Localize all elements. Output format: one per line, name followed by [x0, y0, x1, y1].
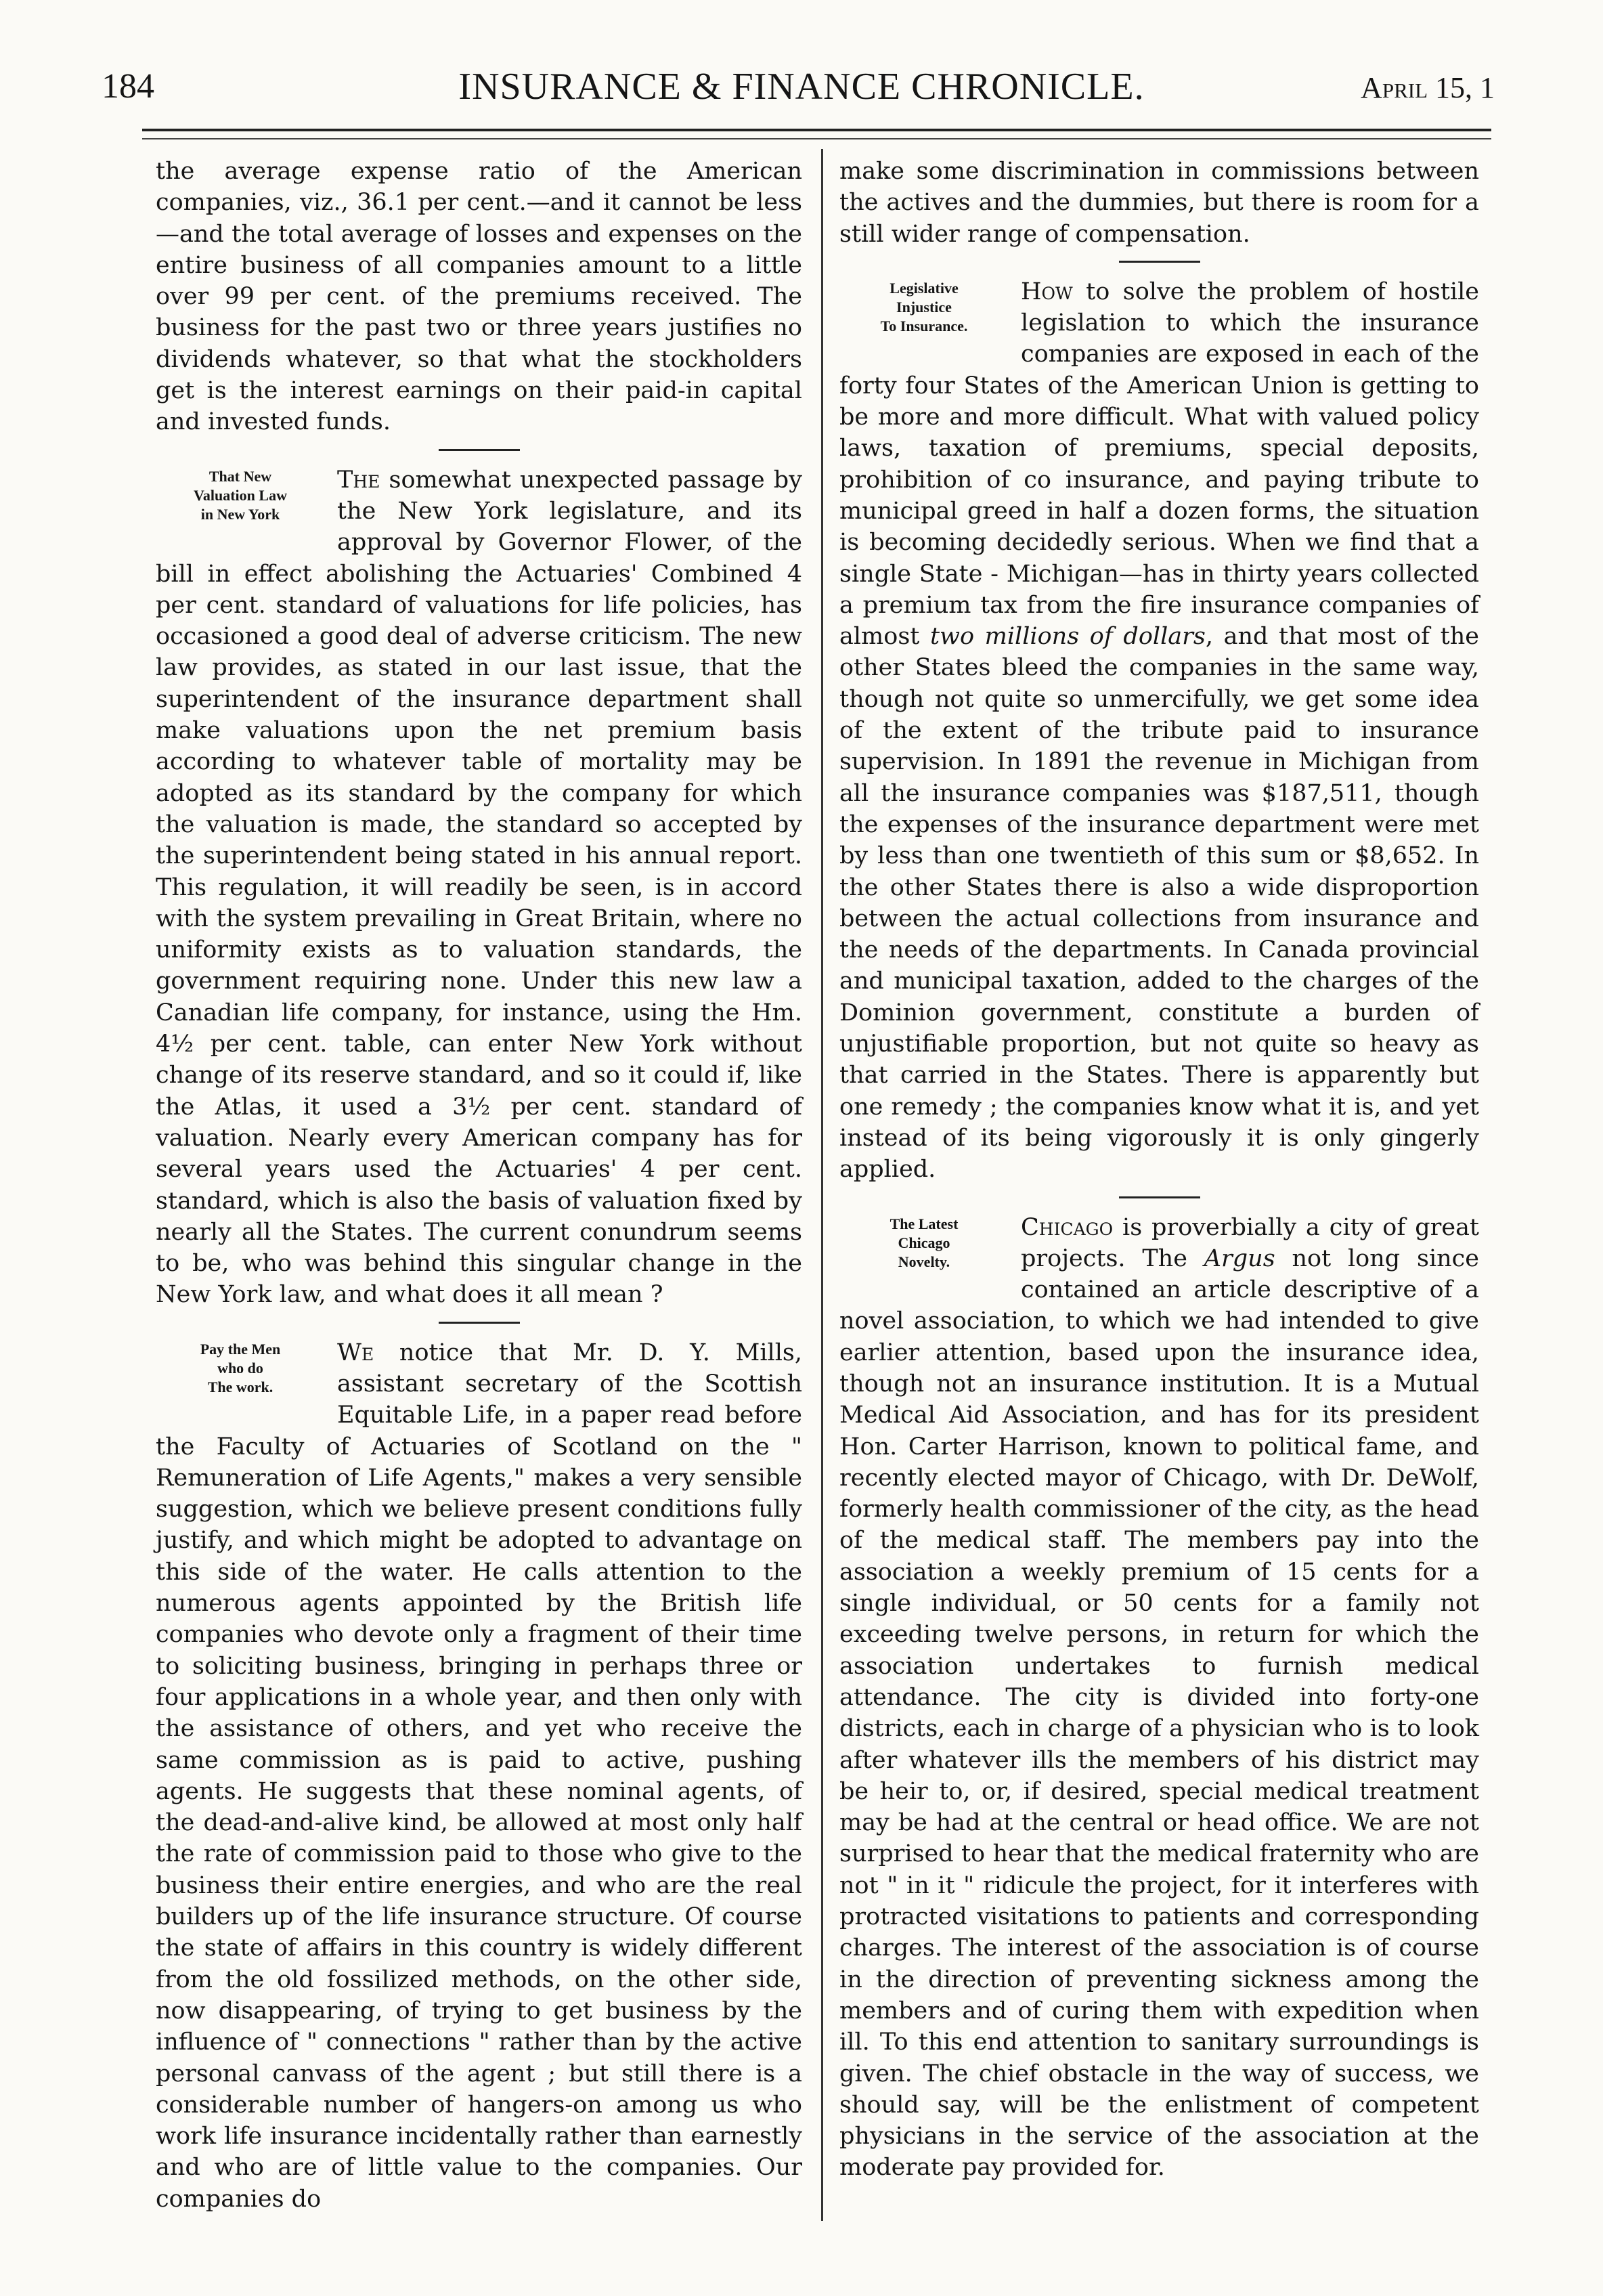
sidenote-valuation-law [156, 467, 325, 524]
emphasized-text: two millions of dollars [929, 623, 1206, 651]
sidenote-line: Injustice [896, 298, 952, 316]
sidenote-pay-the-men [156, 1340, 325, 1397]
sidenote-line: The Latest [890, 1215, 959, 1232]
section-divider [439, 1322, 520, 1324]
lead-word: How [1021, 278, 1073, 305]
article-text: notice that Mr. D. Y. Mills, assistant secretary of the Scottish Equitable Life, in a paper read before the Faculty of Actuaries of Scotland on the " Remuneration of Life Agents," makes a very sensible suggestion, which we believe present conditions fully justify, and which might be adopted to advantage on this side of the water. He calls attention to the numerous agents appointed by the British life companies who devote only a fragment of their time to soliciting business, bringing in perhaps three or four applications in a whole year, and then only with the assistance of others, and yet who receive the same commission as is paid to active, pushing agents. He suggests that these nominal agents, of the dead-and-alive kind, be allowed at most only half the rate of commission paid to those who give to the business their entire energies, and who are the real builders up of the life insurance structure. Of course the state of affairs in this country is widely different from the old fossilized methods, on the other side, now disappearing, of trying to get business by the influence of " connections " rather than by the active personal canvass of the agent ; but still there is a considerable number of hangers-on among us who work life insurance incidentally rather than earnestly and who are of little value to the companies. Our companies do [156, 1339, 802, 2213]
sidenote-line: who do [217, 1359, 263, 1377]
left-intro-paragraph: the average expense ratio of the American companies, viz., 36.1 per cent.—and it cannot be less—and the total average of losses and expenses on the entire business of all companies amount to a little over 99 per cent. of the premiums received. The business for the past two or three years justifies no dividends whatever, so that what the stockholders get is the interest earnings on their paid-in capital and invested funds. [156, 158, 802, 436]
page-title: INSURANCE & FINANCE CHRONICLE. [458, 66, 1145, 108]
sidenote-line: That New [208, 467, 272, 485]
sidenote-line: Valuation Law [194, 486, 287, 504]
article-paragraph [156, 464, 802, 1311]
article-legislative-injustice [839, 276, 1479, 1186]
article-text: to solve the problem of hostile legislation to which the insurance companies are exposed in each of the forty four States of the American Union is getting to be more and more difficult. What with valued policy laws, taxation of premiums, special deposits, prohibition of co insurance, and paying tribute to municipal greed in half a dozen forms, the situation is becoming decidedly serious. When we find that a single State - Michigan—has in thirty years collected a premium tax from the fire insurance companies of almost [839, 278, 1479, 651]
left-column [156, 156, 802, 2215]
section-divider [439, 449, 520, 451]
article-paragraph [156, 1337, 802, 2215]
article-text: , and that most of the other States bleed the companies in the same way, though not quite so unmercifully, we get some idea of the extent of the tribute paid to insurance supervision. In 1891 the revenue in Michigan from all the insurance companies was $187,511, though the expenses of the insurance department were met by less than one twentieth of this sum or $8,652. In the other States there is also a wide disproportion between the actual collections from insurance and the needs of the departments. In Canada provincial and municipal taxation, added to the charges of the Dominion government, constitute a burden of unjustifiable proportion, but not quite so heavy as that carried in the States. There is apparently but one remedy ; the companies know what it is, and yet instead of its being vigorously it is only gingerly applied. [839, 623, 1479, 1184]
page-number: 184 [102, 67, 154, 106]
article-pay-the-men [156, 1337, 802, 2215]
right-intro-paragraph: make some discrimination in commissions between the actives and the dummies, but there is room for a still wider range of compensation. [839, 158, 1479, 248]
sidenote-line: in New York [200, 505, 280, 523]
sidenote-line: The work. [207, 1378, 273, 1395]
sidenote-chicago-novelty [839, 1215, 1009, 1272]
lead-word: We [337, 1339, 374, 1366]
article-chicago-novelty [839, 1212, 1479, 2184]
sidenote-line: Chicago [898, 1234, 950, 1251]
article-paragraph [839, 1212, 1479, 2184]
article-text: not long since contained an article descriptive of a novel association, to which we had intended to give earlier attention, based upon the insurance idea, though not an insurance institution. It is a Mutual Medical Aid Association, and has for its president Hon. Carter Harrison, known to political fame, and recently elected mayor of Chicago, with Dr. DeWolf, formerly health commissioner of the city, as the head of the medical staff. The members pay into the association a weekly premium of 15 cents for a single individual, or 50 cents for a family not exceeding twelve persons, in return for which the association undertakes to furnish medical attendance. The city is divided into forty-one districts, each in charge of a physician who is to look after whatever ills the members of his district may be heir to, or, if desired, special medical treatment may be had at the central or head office. We are not surprised to hear that the medical fraternity who are not " in it " ridicule the project, for it interferes with protracted visitations to patients and corresponding charges. The interest of the association is of course in the direction of preventing sickness among the members and of curing them with expedition when ill. To this end attention to sanitary surroundings is given. The chief obstacle in the way of success, we should say, will be the enlistment of competent physicians in the service of the association at the moderate pay provided for. [839, 1244, 1479, 2182]
article-text: is proverbially a city of great projects. The [1021, 1213, 1479, 1272]
lead-word: The [337, 466, 380, 494]
article-paragraph [839, 276, 1479, 1186]
lead-word: Chicago [1021, 1213, 1114, 1241]
sidenote-line: Pay the Men [200, 1340, 281, 1358]
section-divider [1119, 261, 1200, 263]
sidenote-line: To Insurance. [880, 317, 968, 334]
sidenote-legislative-injustice [839, 279, 1009, 336]
emphasized-text: Argus [1204, 1244, 1275, 1272]
page-date: April 15, 1 [1361, 71, 1495, 104]
sidenote-line: Novelty. [898, 1253, 950, 1270]
sidenote-line: Legislative [890, 279, 959, 297]
right-column [839, 156, 1479, 2184]
article-valuation-law [156, 464, 802, 1311]
header-rule [142, 129, 1491, 139]
section-divider [1119, 1196, 1200, 1198]
column-rule [821, 149, 823, 2221]
article-text: somewhat unexpected passage by the New York legislature, and its approval by Governor Flower, of the bill in effect abolishing the Actuaries' Combined 4 per cent. standard of valuations for life policies, has occasioned a good deal of adverse criticism. The new law provides, as stated in our last issue, that the superintendent of the insurance department shall make valuations upon the net premium basis according to whatever table of mortality may be adopted as its standard by the company for which the valuation is made, the standard so accepted by the superintendent being stated in his annual report. This regulation, it will readily be seen, is in accord with the system prevailing in Great Britain, where no uniformity exists as to valuation standards, the government requiring none. Under this new law a Canadian life company, for instance, using the Hm. 4½ per cent. table, can enter New York without change of its reserve standard, and so it could if, like the Atlas, it used a 3½ per cent. standard of valuation. Nearly every American company has for several years used the Actuaries' 4 per cent. standard, which is also the basis of valuation fixed by nearly all the States. The current conundrum seems to be, who was behind this singular change in the New York law, and what does it all mean ? [156, 466, 802, 1309]
